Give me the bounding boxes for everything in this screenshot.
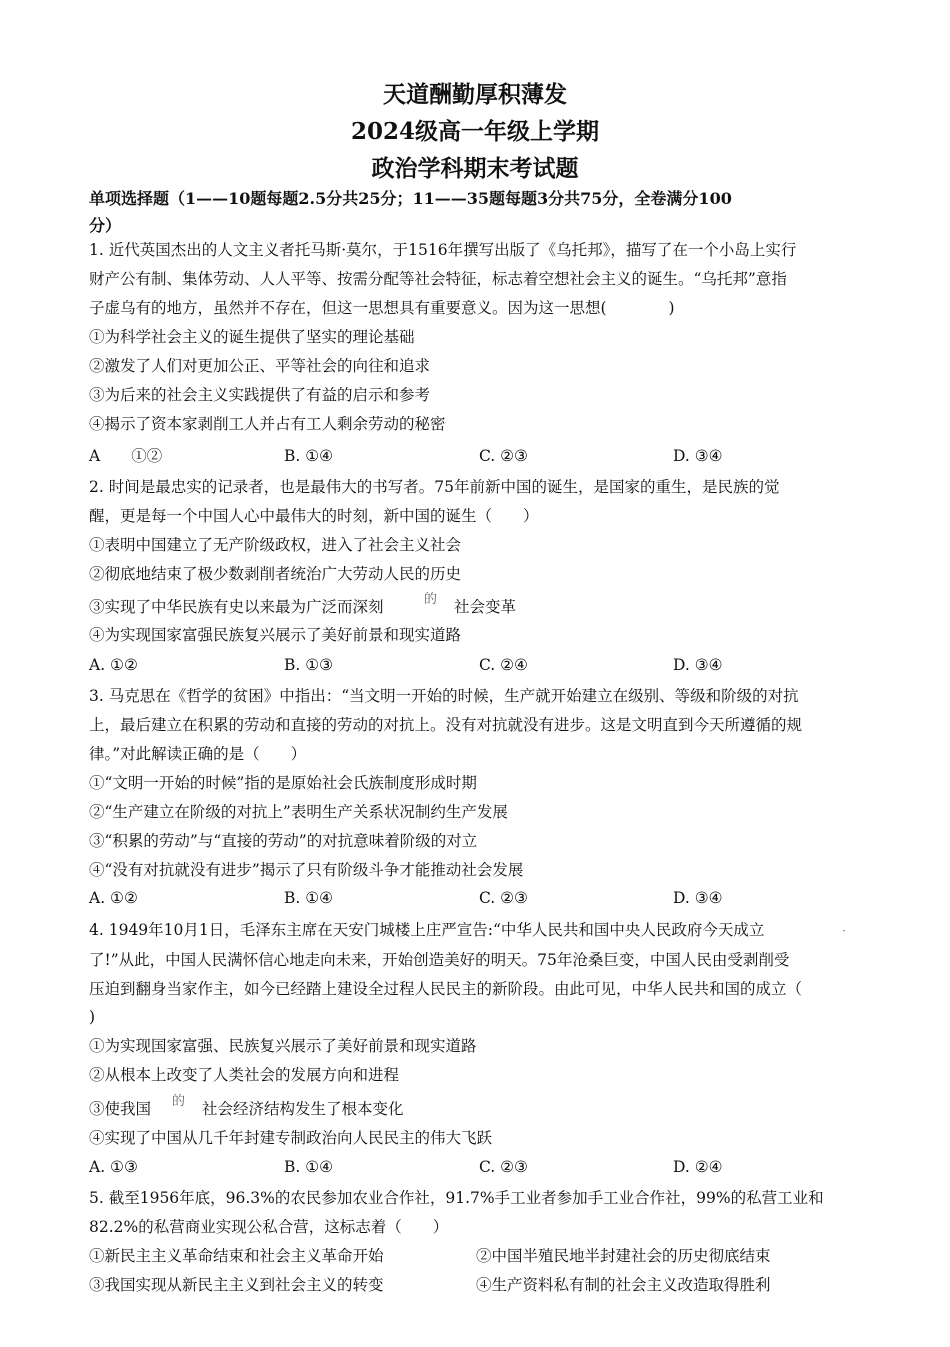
q4-item: ②从根本上改变了人类社会的发展方向和进程: [89, 1066, 400, 1084]
q5-item: ①新民主主义革命结束和社会主义革命开始: [89, 1247, 384, 1265]
section-instructions-line2: 分）: [89, 216, 122, 235]
q2-option-b[interactable]: B. ①③: [284, 656, 334, 674]
q5-item: ④生产资料私有制的社会主义改造取得胜利: [476, 1276, 771, 1294]
q1-stem-line: 子虚乌有的地方，虽然并不存在，但这一思想具有重要意义。因为这一思想( ): [89, 299, 675, 317]
q3-option-c[interactable]: C. ②③: [479, 889, 528, 907]
q3-item: ②“生产建立在阶级的对抗上”表明生产关系状况制约生产发展: [89, 803, 508, 821]
exam-title-grade: 2024级高一年级上学期: [350, 118, 599, 145]
q1-option-b[interactable]: B. ①④: [284, 447, 334, 465]
q5-item: ②中国半殖民地半封建社会的历史彻底结束: [476, 1247, 771, 1265]
q4-option-b[interactable]: B. ①④: [284, 1158, 334, 1176]
q4-option-d[interactable]: D. ②④: [673, 1158, 723, 1176]
q5-stem-line: 5. 截至1956年底，96.3%的农民参加农业合作社，91.7%手工业者参加手工业合作社，99%的私营工业和: [89, 1189, 824, 1207]
q4-item3-part1: ③使我国: [89, 1100, 152, 1118]
q2-item: ④为实现国家富强民族复兴展示了美好前景和现实道路: [89, 626, 462, 644]
q1-stem-line: 1. 近代英国杰出的人文主义者托马斯·莫尔，于1516年撰写出版了《乌托邦》，描写了在一个小岛上实行: [89, 241, 797, 259]
q4-stem-line: ): [89, 1008, 96, 1026]
q2-option-a[interactable]: A. ①②: [89, 656, 138, 674]
q5-item: ③我国实现从新民主主义到社会主义的转变: [89, 1276, 384, 1294]
q1-item: ③为后来的社会主义实践提供了有益的启示和参考: [89, 386, 431, 404]
q2-item3-part1: ③实现了中华民族有史以来最为广泛而深刻: [89, 598, 384, 616]
q4-item3-fragment: 的: [172, 1094, 186, 1109]
q3-stem-line: 律。”对此解读正确的是（ ）: [89, 745, 307, 763]
q4-option-c[interactable]: C. ②③: [479, 1158, 528, 1176]
q1-item: ①为科学社会主义的诞生提供了坚实的理论基础: [89, 328, 415, 346]
q2-stem-line: 醒，更是每一个中国人心中最伟大的时刻，新中国的诞生（ ）: [89, 507, 539, 525]
q3-option-a[interactable]: A. ①②: [89, 889, 138, 907]
q4-item: ④实现了中国从几千年封建专制政治向人民民主的伟大飞跃: [89, 1129, 493, 1147]
q2-item3-part2: 社会变革: [454, 598, 517, 616]
q3-stem-line: 上，最后建立在积累的劳动和直接的劳动的对抗上。没有对抗就没有进步。这是文明直到今天所遵循的规: [89, 716, 803, 734]
q1-item: ④揭示了资本家剥削工人并占有工人剩余劳动的秘密: [89, 415, 446, 433]
q1-stem-line: 财产公有制、集体劳动、人人平等、按需分配等社会特征，标志着空想社会主义的诞生。“乌托邦”意指: [89, 270, 787, 288]
exam-title-subject: 政治学科期末考试题: [371, 155, 579, 182]
q2-item3-fragment: 的: [424, 592, 438, 607]
exam-title-motto: 天道酬勤厚积薄发: [383, 81, 567, 108]
q2-option-d[interactable]: D. ③④: [673, 656, 723, 674]
q2-item: ①表明中国建立了无产阶级政权，进入了社会主义社会: [89, 536, 462, 554]
q3-item: ④“没有对抗就没有进步”揭示了只有阶级斗争才能推动社会发展: [89, 861, 524, 879]
q1-option-c[interactable]: C. ②③: [479, 447, 528, 465]
q3-stem-line: 3. 马克思在《哲学的贫困》中指出：“当文明一开始的时候，生产就开始建立在级别、等级和阶级的对抗: [89, 687, 799, 705]
q2-option-c[interactable]: C. ②④: [479, 656, 528, 674]
q3-item: ①“文明一开始的时候”指的是原始社会氏族制度形成时期: [89, 774, 477, 792]
q3-option-b[interactable]: B. ①④: [284, 889, 334, 907]
q4-item: ①为实现国家富强、民族复兴展示了美好前景和现实道路: [89, 1037, 477, 1055]
q1-item: ②激发了人们对更加公正、平等社会的向往和追求: [89, 357, 431, 375]
section-instructions-line1: 单项选择题（1——10题每题2.5分共25分；11——35题每题3分共75分，全卷满分100: [89, 189, 732, 208]
q4-stem-line: 压迫到翻身当家作主，如今已经踏上建设全过程人民民主的新阶段。由此可见，中华人民共和国的成立（: [89, 980, 803, 998]
q2-item: ②彻底地结束了极少数剥削者统治广大劳动人民的历史: [89, 565, 462, 583]
q3-option-d[interactable]: D. ③④: [673, 889, 723, 907]
q4-item3-part2: 社会经济结构发生了根本变化: [202, 1100, 404, 1118]
q3-item: ③“积累的劳动”与“直接的劳动”的对抗意味着阶级的对立: [89, 832, 478, 850]
q1-option-d[interactable]: D. ③④: [673, 447, 723, 465]
q2-stem-line: 2. 时间是最忠实的记录者，也是最伟大的书写者。75年前新中国的诞生，是国家的重生，是民族的觉: [89, 478, 780, 496]
q4-stem-line: 了!”从此，中国人民满怀信心地走向未来，开始创造美好的明天。75年沧桑巨变，中国人民由受剥削受: [89, 951, 790, 969]
q1-option-a[interactable]: A ①②: [89, 447, 163, 465]
q4-option-a[interactable]: A. ①③: [89, 1158, 138, 1176]
q5-stem-line: 82.2%的私营商业实现公私合营，这标志着（ ）: [89, 1218, 449, 1236]
scan-artifact-dot: ·: [842, 924, 846, 938]
q4-stem-line: 4. 1949年10月1日，毛泽东主席在天安门城楼上庄严宣告:“中华人民共和国中央人民政府今天成立: [89, 921, 765, 939]
